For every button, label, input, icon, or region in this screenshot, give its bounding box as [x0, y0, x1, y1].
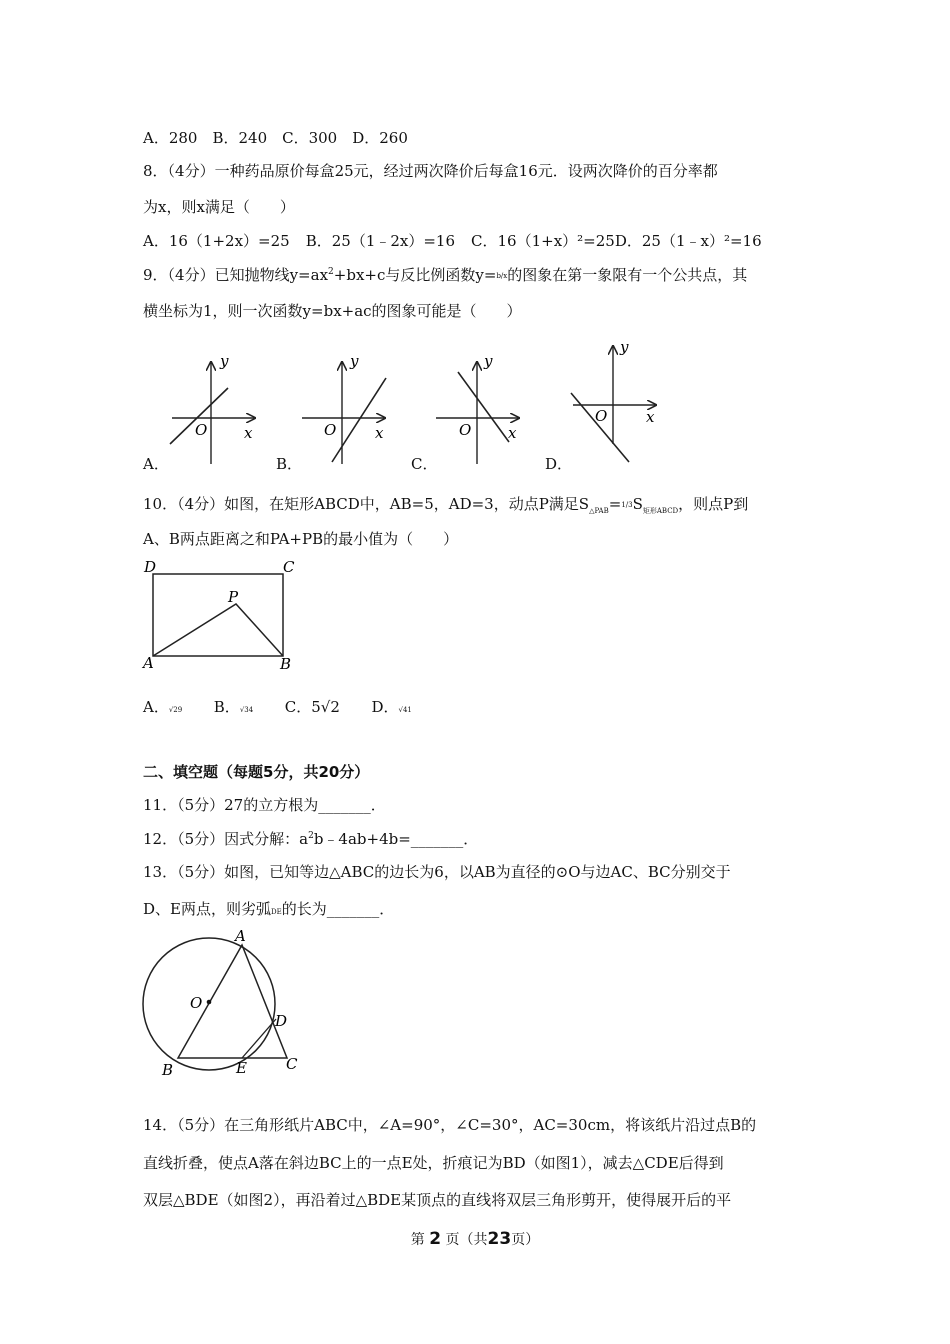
q10-fraction: 1/3	[621, 501, 633, 509]
graph-c-origin: O	[459, 421, 472, 439]
q9-line2: 横坐标为1，则一次函数y=bx+ac的图象可能是（ ）	[143, 302, 522, 320]
q14-line1: 14．（5分）在三角形纸片ABC中，∠A=90°，∠C=30°，AC=30cm，将该纸片沿过点B的	[143, 1116, 757, 1134]
q13-text-b: 的长为_______．	[281, 900, 395, 918]
q10-option-b: B．√34	[213, 698, 254, 716]
graph-b-y-label: y	[350, 352, 359, 370]
q10-text-c: S	[632, 495, 643, 513]
graph-d	[571, 340, 656, 462]
footer-suffix: 页）	[511, 1232, 540, 1248]
graph-d-label: D．	[545, 455, 573, 473]
q13-circle-figure	[135, 925, 335, 1080]
q10-label-p: P	[228, 588, 239, 606]
q12-exponent: 2	[308, 831, 314, 841]
q10-label-a: A	[143, 654, 154, 672]
q12	[143, 829, 478, 849]
graph-a-x-label: x	[244, 424, 253, 442]
q14-line3: 双层△BDE（如图2），再沿着过△BDE某顶点的直线将双层三角形剪开，使得展开后的平	[143, 1191, 732, 1209]
graph-c	[436, 352, 519, 464]
q10-label-c: C	[283, 558, 295, 576]
graph-c-y-label: y	[484, 352, 493, 370]
q13-line2	[143, 899, 394, 922]
q12-text-b: b﹣4ab+4b=_______．	[313, 830, 479, 848]
q13-arc-de: DE	[270, 908, 282, 916]
graph-d-origin: O	[595, 407, 608, 425]
q8-line2: 为x，则x满足（ ）	[143, 198, 295, 216]
q12-text-a: 12．（5分）因式分解：a	[143, 830, 309, 848]
q14-line2: 直线折叠，使点A落在斜边BC上的一点E处，折痕记为BD（如图1），减去△CDE后得到	[143, 1154, 724, 1172]
q8-option-a: A．16（1+2x）=25	[143, 232, 290, 250]
graph-a-label: A．	[143, 455, 169, 473]
q13-label-b: B	[162, 1061, 174, 1079]
q10-options	[143, 697, 412, 720]
q10-sub-rect: 矩形ABCD	[642, 507, 679, 515]
q9-fraction: b/x	[496, 272, 508, 280]
q13-line1: 13．（5分）如图，已知等边△ABC的边长为6，以AB为直径的⊙O与边AC、BC分别交于	[143, 863, 731, 881]
graph-d-y-label: y	[620, 340, 629, 356]
q8-option-d: D．25（1﹣x）²=16	[614, 232, 762, 250]
footer-middle: 页（共	[445, 1232, 488, 1248]
q11: 11．（5分）27的立方根为_______．	[143, 796, 386, 814]
q13-label-a: A	[235, 927, 246, 945]
q10-line1	[143, 494, 748, 515]
graph-c-label: C．	[411, 455, 438, 473]
footer-page-number: 2	[429, 1229, 442, 1249]
q10-option-c: C．5√2	[284, 698, 340, 716]
section-2-title: 二、填空题（每题5分，共20分）	[143, 763, 370, 781]
q8-line1: 8．（4分）一种药品原价每盒25元，经过两次降价后每盒16元．设两次降价的百分率都	[143, 162, 718, 180]
footer-prefix: 第	[410, 1232, 425, 1248]
graph-a	[170, 352, 255, 464]
q8-options	[143, 231, 762, 251]
q8-option-b: B．25（1﹣2x）=16	[305, 232, 456, 250]
graph-a-origin: O	[195, 421, 208, 439]
graph-b-x-label: x	[375, 424, 384, 442]
q7-options: A．280 B．240 C．300 D．260	[143, 129, 408, 147]
q13-label-d: D	[275, 1012, 288, 1030]
graph-d-x-label: x	[646, 408, 655, 426]
graph-b-label: B．	[276, 455, 303, 473]
q9-text-a: 9．（4分）已知抛物线y=ax	[143, 266, 329, 284]
q9-line1	[143, 265, 747, 286]
q10-label-b: B	[280, 655, 292, 673]
footer-total-pages: 23	[487, 1229, 512, 1249]
q10-option-d: D．√41	[371, 698, 412, 716]
q8-option-c: C．16（1+x）²=25	[471, 232, 615, 250]
q10-option-a: A．√29	[143, 698, 183, 716]
q13-label-c: C	[286, 1055, 298, 1073]
q9-text-c: 的图象在第一象限有一个公共点，其	[507, 266, 748, 284]
graph-c-x-label: x	[508, 424, 517, 442]
q13-label-o: O	[190, 994, 203, 1012]
graph-a-y-label: y	[220, 352, 229, 370]
q10-rectangle-figure	[140, 556, 340, 676]
q13-label-e: E	[236, 1059, 247, 1077]
q9-exponent: 2	[328, 267, 334, 277]
page-footer	[0, 1229, 950, 1249]
q10-text-b: =	[608, 495, 622, 513]
q9-text-b: +bx+c与反比例函数y=	[333, 266, 497, 284]
q10-text-a: 10．（4分）如图，在矩形ABCD中，AB=5，AD=3，动点P满足S	[143, 495, 590, 513]
q13-text-a: D、E两点，则劣弧	[143, 900, 271, 918]
q10-sub-pab: △PAB	[589, 507, 609, 515]
graph-b-origin: O	[324, 421, 337, 439]
q10-text-d: ，则点P到	[678, 495, 749, 513]
q10-label-d: D	[144, 558, 157, 576]
graph-b	[302, 352, 386, 464]
q10-line2: A、B两点距离之和PA+PB的最小值为（ ）	[143, 530, 459, 548]
